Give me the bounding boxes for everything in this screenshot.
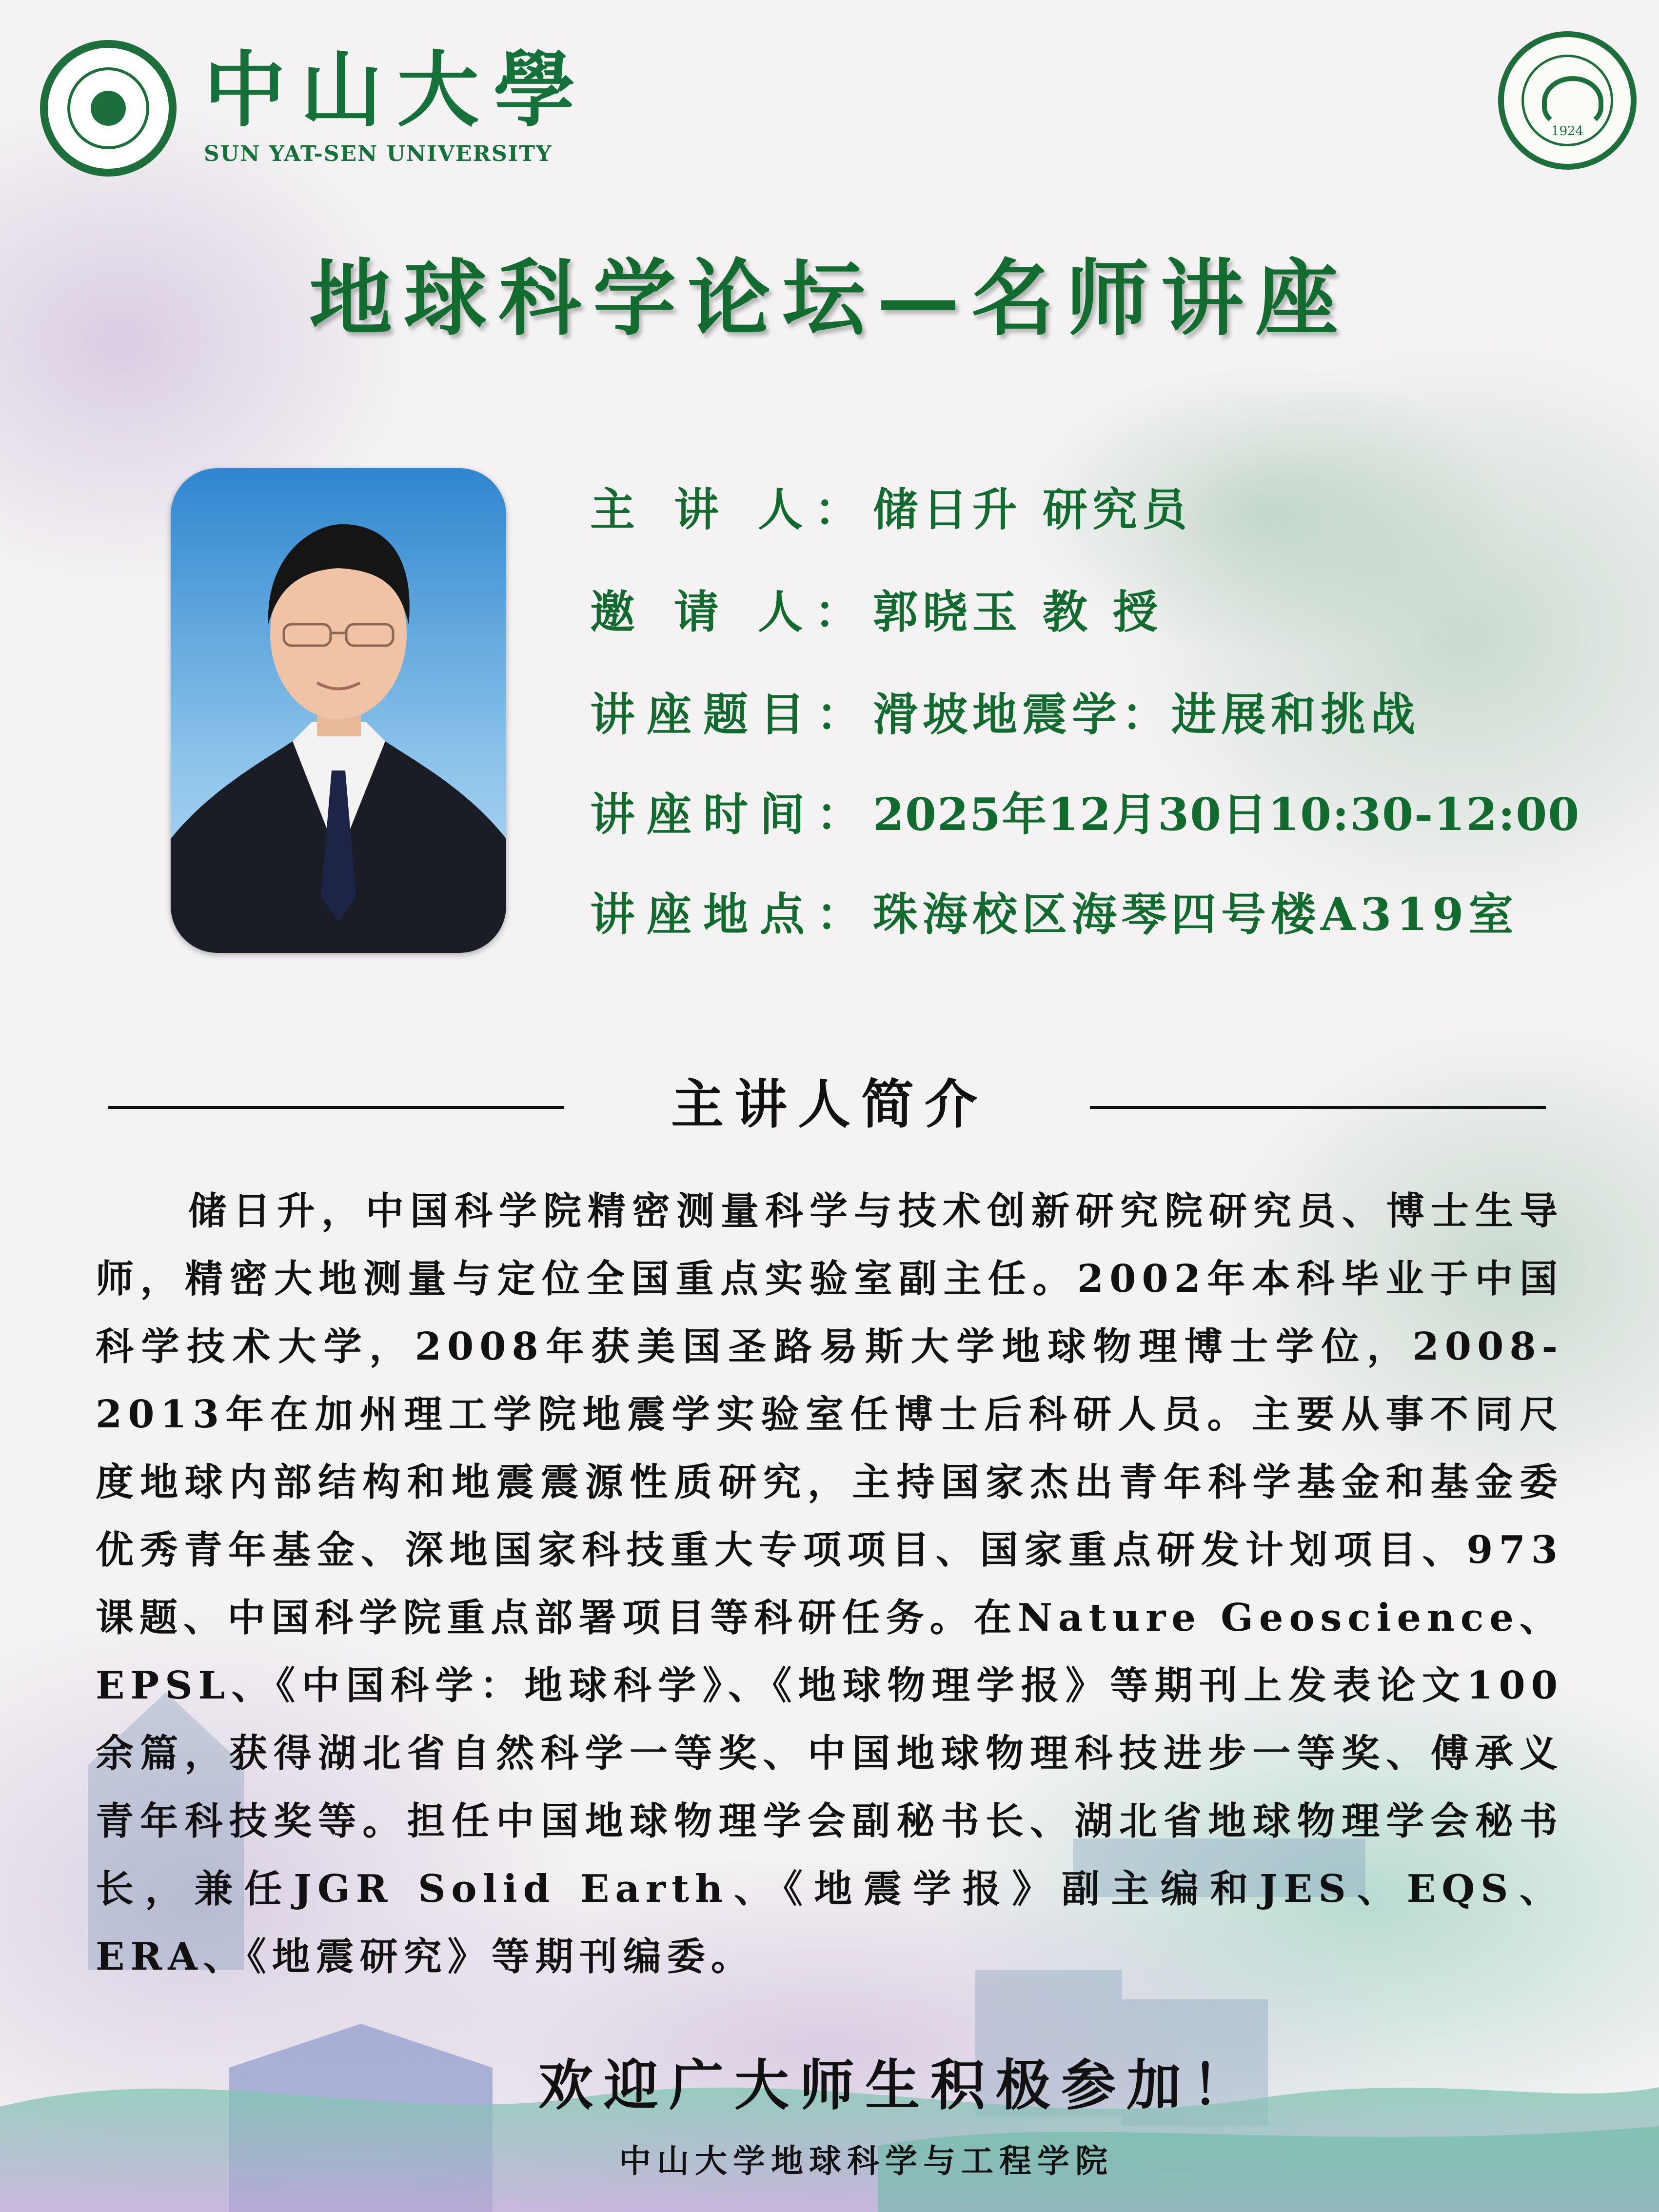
- info-value: 珠海校区海琴四号楼A319室: [873, 888, 1519, 941]
- info-label: 主 讲 人：: [590, 483, 871, 536]
- info-location: [590, 878, 1518, 951]
- info-inviter: [590, 575, 1163, 649]
- info-label: 讲座时间：: [590, 788, 873, 841]
- section-title: 主讲人简介: [671, 1074, 988, 1135]
- school-footer: 中山大学地球科学与工程学院: [619, 2142, 1113, 2180]
- university-name-cn: 中山大學: [204, 41, 590, 138]
- speaker-bio: 储日升，中国科学院精密测量科学与技术创新研究院研究员、博士生导师，精密大地测量与定位全国重点实验室副主任。2002年本科毕业于中国科学技术大学，2008年获美国圣路易斯大学地球物理博士学位，2008-2013年在加州理工学院地震学实验室任博士后科研人员。主要从事不同尺度地球内部结构和地震震源性质研究，主持国家杰出青年科学基金和基金委优秀青年基金、深地国家科技重大专项项目、国家重点研发计划项目、973课题、中国科学院重点部署项目等科研任务。在Nature Geoscience、EPSL、《中国科学：地球科学》、《地球物理学报》等期刊上发表论文100余篇，获得湖北省自然科学一等奖、中国地球物理科技进步一等奖、傅承义青年科技奖等。担任中国地球物理学会副秘书长、湖北省地球物理学会秘书长，兼任JGR Solid Earth、《地震学报》副主编和JES、EQS、ERA、《地震研究》等期刊编委。: [96, 1189, 1563, 1979]
- university-name-en: SUN YAT-SEN UNIVERSITY: [204, 141, 553, 166]
- info-value: 储日升 研究员: [873, 483, 1192, 536]
- info-topic: [590, 678, 1420, 751]
- school-emblem-icon: [1542, 76, 1603, 128]
- welcome-text: 欢迎广大师生积极参加！: [538, 2054, 1257, 2117]
- section-header: [0, 1068, 1659, 1141]
- info-time: [590, 778, 1580, 851]
- school-logo-year: 1924: [1551, 124, 1584, 138]
- info-speaker: [590, 473, 1192, 546]
- info-value: 郭晓玉 教 授: [873, 586, 1163, 638]
- divider-right: [1090, 1106, 1546, 1109]
- info-label: 讲座题目：: [590, 688, 873, 741]
- page-title: 地球科学论坛—名师讲座: [309, 250, 1350, 347]
- university-seal-logo: [40, 40, 177, 177]
- speaker-photo: [171, 468, 506, 953]
- info-value: 滑坡地震学：进展和挑战: [873, 688, 1421, 741]
- info-label: 邀 请 人：: [590, 586, 871, 638]
- info-value: 2025年12月30日10:30-12:00: [873, 788, 1580, 841]
- school-logo: [1498, 31, 1637, 170]
- info-label: 讲座地点：: [590, 888, 873, 941]
